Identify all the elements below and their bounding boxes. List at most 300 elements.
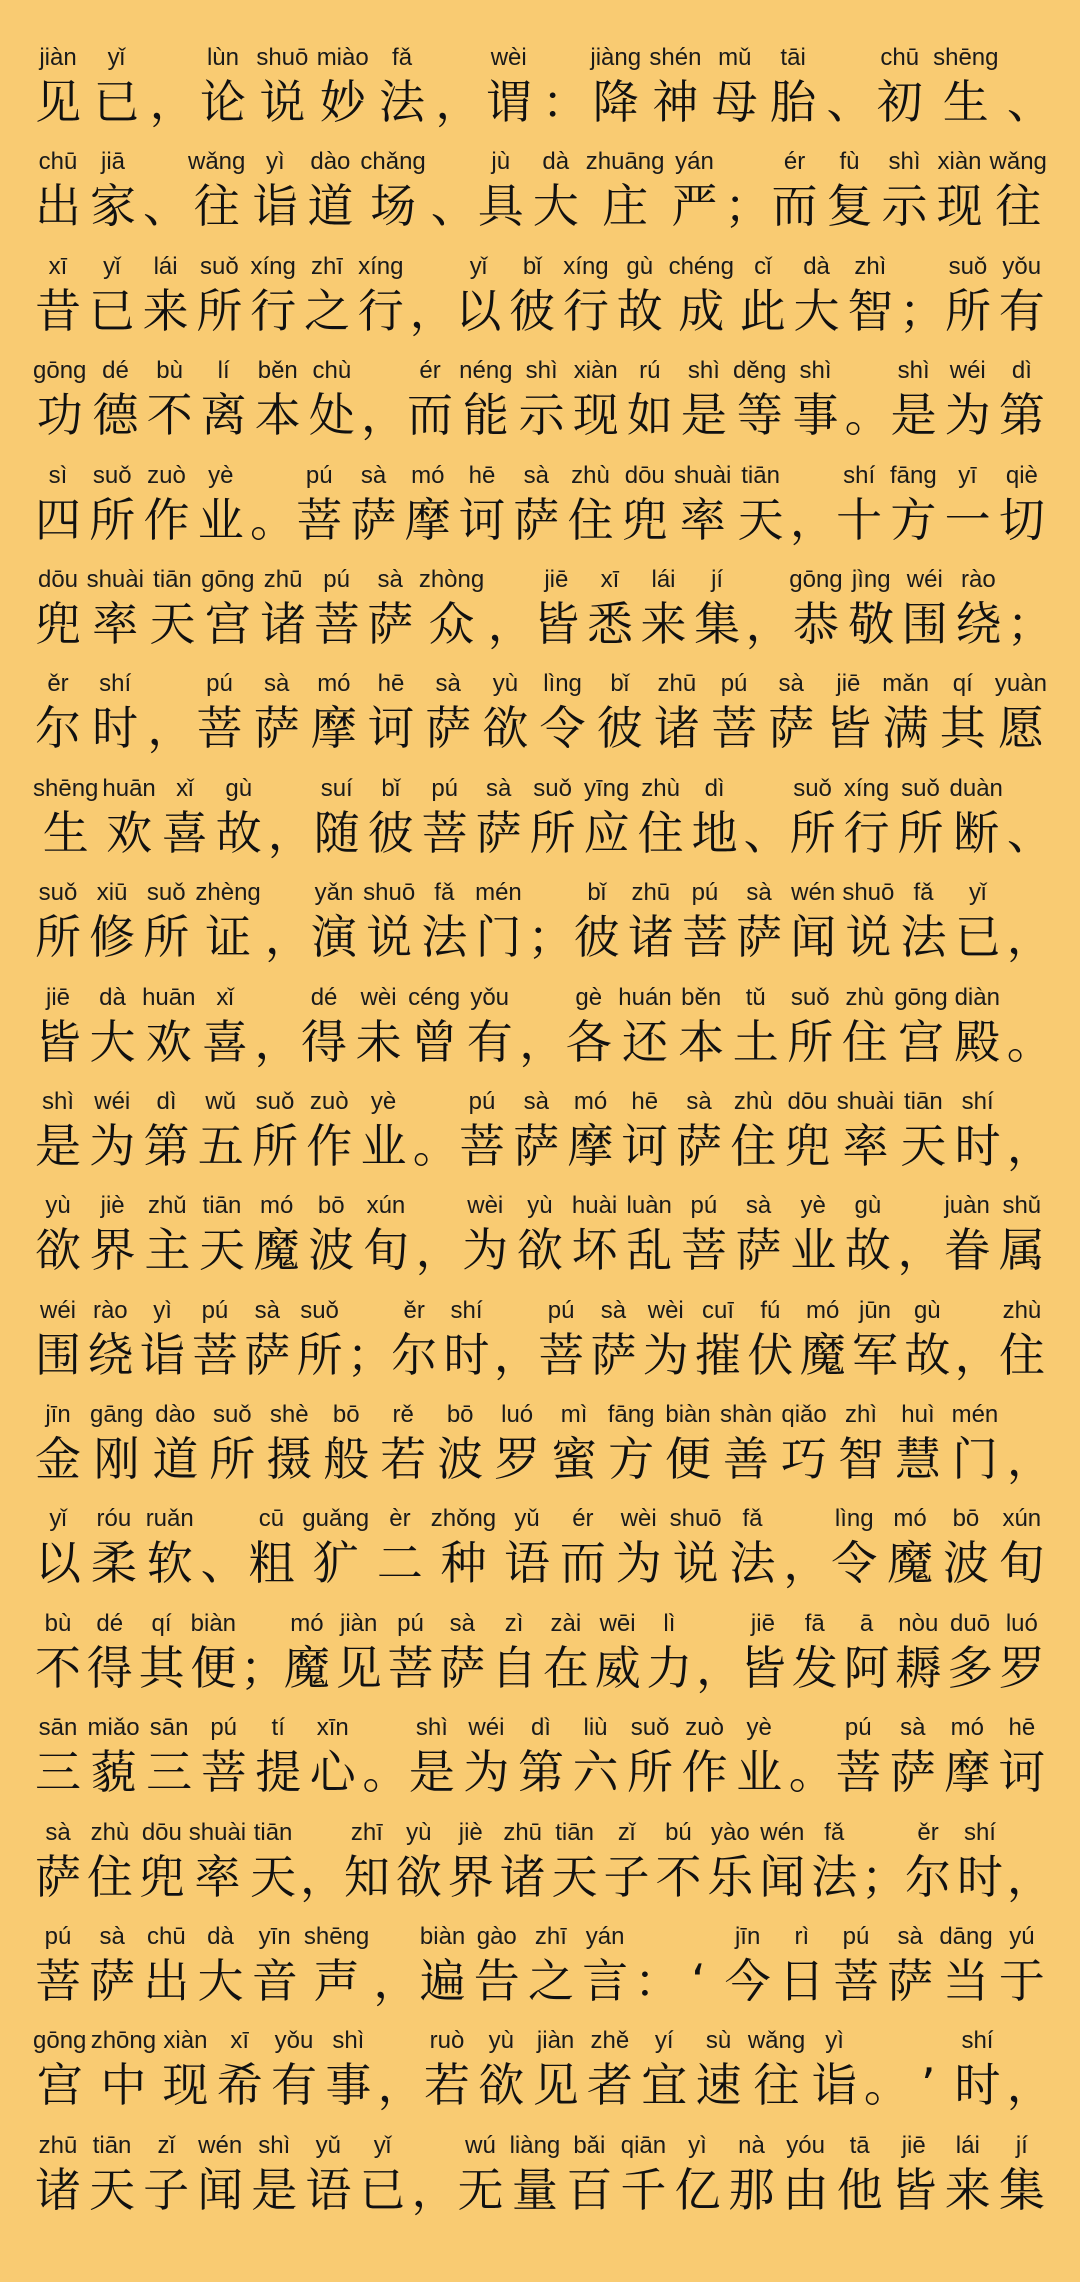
ruby-cell <box>526 1921 576 2009</box>
hanzi: 萨 <box>425 701 472 756</box>
ruby-cell <box>997 1503 1047 1591</box>
pinyin: yù <box>492 670 519 698</box>
ruby-cell <box>408 982 460 1070</box>
text-line <box>33 564 1053 668</box>
hanzi: 宫 <box>204 596 251 651</box>
hanzi: 率 <box>92 596 139 651</box>
pinyin: mó <box>573 1087 608 1115</box>
ruby-cell <box>299 982 349 1070</box>
ruby-cell <box>492 1399 542 1487</box>
ruby-cell <box>614 1503 664 1591</box>
ruby-cell <box>269 2025 319 2113</box>
hanzi: 眷 <box>944 1223 991 1278</box>
hanzi: 摄 <box>266 1432 313 1487</box>
hanzi: 菩 <box>196 701 243 756</box>
ruby-cell <box>33 1817 83 1905</box>
hanzi: 喜 <box>201 1014 248 1069</box>
hanzi: 行 <box>357 283 404 338</box>
hanzi: 已 <box>88 283 135 338</box>
ruby-cell <box>585 2025 635 2113</box>
ruby-cell <box>798 1295 848 1383</box>
hanzi: 谓 <box>485 75 532 129</box>
ruby-cell <box>312 773 362 861</box>
hanzi: 慧 <box>894 1432 941 1487</box>
pinyin: wèi <box>467 1192 504 1220</box>
hanzi: 集 <box>998 2162 1045 2217</box>
hanzi: 之 <box>303 283 350 338</box>
ruby-cell <box>723 1921 773 2009</box>
pinyin: suí <box>320 774 353 802</box>
ruby-cell <box>835 2130 885 2218</box>
hanzi: 业 <box>736 1745 783 1800</box>
pinyin: chǎng <box>360 148 426 176</box>
pinyin: xún <box>1002 1505 1042 1533</box>
pinyin: mén <box>475 879 522 907</box>
ruby-cell <box>586 146 665 234</box>
pinyin: xiàn <box>573 357 618 385</box>
pinyin: yí <box>654 2027 674 2055</box>
hanzi: 天 <box>551 1849 598 1904</box>
pinyin: zhòng <box>418 565 485 593</box>
hanzi: 般 <box>323 1432 370 1487</box>
ruby-cell <box>87 460 137 548</box>
ruby-cell <box>641 1295 691 1383</box>
hanzi: 于 <box>998 1954 1045 2009</box>
hanzi: 示 <box>881 179 928 234</box>
pinyin: zài <box>550 1609 582 1637</box>
hanzi: 应 <box>583 805 630 860</box>
hanzi: 大 <box>197 1954 244 2009</box>
pinyin: shuài <box>86 565 144 593</box>
ruby-cell <box>357 2130 407 2218</box>
hanzi: 、 <box>826 75 873 129</box>
ruby-cell <box>33 877 83 965</box>
pinyin: yán <box>675 148 714 176</box>
hanzi: 家 <box>90 179 136 234</box>
pinyin: dào <box>155 1401 196 1429</box>
ruby-cell <box>561 251 611 339</box>
pinyin: xíng <box>250 252 296 280</box>
pinyin: shí <box>843 461 876 489</box>
pinyin: chù <box>312 357 352 385</box>
ruby-cell <box>770 146 820 234</box>
punctuation-mark <box>412 1086 459 1174</box>
hanzi: 萨 <box>35 1849 81 1904</box>
pinyin: tiān <box>153 565 192 593</box>
hanzi: 宫 <box>36 2058 83 2113</box>
pinyin: miǎo <box>87 1714 140 1742</box>
hanzi: 天 <box>89 2162 136 2217</box>
hanzi: 闻 <box>197 2162 244 2217</box>
ruby-cell <box>676 982 726 1070</box>
hanzi: 时 <box>954 1118 1001 1173</box>
pinyin: sà <box>600 1296 627 1324</box>
pinyin: dōu <box>141 1818 182 1846</box>
punctuation-mark <box>487 564 534 652</box>
hanzi: 百 <box>566 2162 613 2217</box>
pinyin: dì <box>156 1087 177 1115</box>
hanzi: 初 <box>876 75 923 129</box>
ruby-cell <box>582 773 632 861</box>
pinyin: zǐ <box>157 2131 175 2159</box>
pinyin: shí <box>961 1087 994 1115</box>
punctuation-mark <box>346 1295 393 1383</box>
hanzi: 四 <box>35 492 81 547</box>
pinyin: pú <box>44 1923 72 1951</box>
pinyin: mén <box>951 1401 999 1429</box>
ruby-cell <box>195 877 260 965</box>
pinyin: shuài <box>674 461 732 489</box>
pinyin: luó <box>1005 1609 1038 1637</box>
ruby-cell <box>465 982 515 1070</box>
pinyin: huān <box>142 983 196 1011</box>
pinyin: yè <box>800 1192 826 1220</box>
pinyin: zhù <box>733 1087 773 1115</box>
pinyin: zǐ <box>617 1818 636 1846</box>
ruby-cell <box>663 1399 713 1487</box>
pinyin: rì <box>794 1923 810 1951</box>
ruby-cell <box>91 42 141 130</box>
pinyin: sù <box>705 2027 732 2055</box>
ruby-cell <box>196 1086 246 1174</box>
pinyin: dà <box>803 252 830 280</box>
pinyin: shì <box>687 357 720 385</box>
pinyin: yú <box>1009 1923 1035 1951</box>
pinyin: ér <box>419 357 441 385</box>
pinyin: zuò <box>685 1714 724 1742</box>
hanzi: 天 <box>737 492 784 547</box>
hanzi: ， <box>1006 2058 1053 2113</box>
ruby-cell <box>459 355 512 443</box>
punctuation-mark <box>149 42 196 130</box>
pinyin: bǎi <box>573 2131 606 2159</box>
pinyin: bō <box>446 1401 474 1429</box>
hanzi: 见 <box>335 1640 382 1695</box>
pinyin: zhì <box>854 252 887 280</box>
pinyin: shén <box>649 44 702 71</box>
pinyin: mó <box>259 1192 294 1220</box>
ruby-cell <box>419 564 484 652</box>
hanzi: 软 <box>146 1536 193 1591</box>
pinyin: xíng <box>843 774 890 802</box>
pinyin: yī <box>958 461 977 489</box>
punctuation-mark <box>519 982 566 1070</box>
pinyin: sà <box>99 1923 125 1951</box>
ruby-cell <box>728 1086 778 1174</box>
pinyin: cǐ <box>754 252 772 280</box>
hanzi: 三 <box>35 1745 81 1800</box>
pinyin: shuài <box>836 1087 895 1115</box>
hanzi: 亿 <box>674 2162 721 2217</box>
hanzi: 摩 <box>310 701 357 756</box>
hanzi: ， <box>519 1014 566 1069</box>
ruby-cell <box>810 2025 860 2113</box>
hanzi: 等 <box>736 388 783 443</box>
hanzi: 所 <box>196 283 243 338</box>
punctuation-mark <box>1006 773 1053 861</box>
pinyin: sà <box>435 670 461 698</box>
pinyin: fù <box>839 148 860 176</box>
ruby-cell <box>672 2130 722 2218</box>
pinyin: mó <box>411 461 445 489</box>
ruby-cell <box>626 877 676 965</box>
hanzi: 时 <box>954 2058 1001 2113</box>
text-line <box>33 146 1047 250</box>
hanzi: 作 <box>681 1745 728 1800</box>
hanzi: 随 <box>313 805 360 860</box>
ruby-cell <box>253 1712 303 1800</box>
hanzi: 尔 <box>905 1849 952 1904</box>
ruby-cell <box>309 668 359 756</box>
ruby-cell <box>997 251 1047 339</box>
pinyin: shì <box>799 357 832 385</box>
pinyin: yóu <box>786 2131 825 2159</box>
hanzi: 法 <box>379 75 426 129</box>
hanzi: 大 <box>532 179 579 234</box>
pinyin: xī <box>48 252 68 280</box>
pinyin: zhī <box>534 1923 567 1951</box>
hanzi: 诃 <box>368 701 415 756</box>
hanzi: ， <box>1006 1118 1053 1173</box>
hanzi: 萨 <box>89 1954 136 2009</box>
hanzi: 萨 <box>253 701 300 756</box>
hanzi: 现 <box>162 2058 209 2113</box>
hanzi: 心 <box>309 1745 356 1800</box>
pinyin: mó <box>290 1609 324 1637</box>
ruby-cell <box>846 564 896 652</box>
hanzi: 善 <box>723 1432 770 1487</box>
hanzi: 往 <box>193 179 240 234</box>
ruby-cell <box>809 1817 859 1905</box>
ruby-cell <box>840 982 890 1070</box>
ruby-cell <box>489 1608 539 1696</box>
hanzi: 摧 <box>695 1327 742 1382</box>
ruby-cell <box>885 1921 935 2009</box>
hanzi: 乱 <box>626 1223 673 1278</box>
punctuation-mark <box>897 1190 944 1278</box>
pinyin: shǔ <box>1002 1192 1042 1220</box>
ruby-cell <box>950 773 1003 861</box>
ruby-cell <box>639 564 689 652</box>
pinyin: pú <box>323 565 350 593</box>
punctuation-mark <box>1006 1817 1053 1905</box>
ruby-cell <box>90 1399 143 1487</box>
pinyin: shí <box>450 1296 483 1324</box>
ruby-cell <box>898 1086 948 1174</box>
hanzi: 住 <box>998 1327 1045 1382</box>
hanzi: 发 <box>791 1640 838 1695</box>
pinyin: lùn <box>206 44 239 71</box>
ruby-cell <box>90 355 140 443</box>
ruby-cell <box>942 1190 992 1278</box>
hanzi: 离 <box>200 388 247 443</box>
ruby-cell <box>418 1921 468 2009</box>
ruby-cell <box>188 146 245 234</box>
pinyin: mó <box>317 670 351 698</box>
hanzi: ； <box>240 1640 287 1695</box>
pinyin: qiè <box>1005 461 1038 489</box>
ruby-cell <box>33 460 83 548</box>
pinyin: bō <box>952 1505 980 1533</box>
text-line <box>33 1712 1047 1816</box>
hanzi: 萨 <box>590 1327 637 1382</box>
hanzi: 摩 <box>567 1118 614 1173</box>
hanzi: 军 <box>852 1327 898 1382</box>
hanzi: 修 <box>89 910 136 965</box>
hanzi: 来 <box>640 596 687 651</box>
ruby-cell <box>734 877 784 965</box>
hanzi: 此 <box>739 283 786 338</box>
punctuation-mark <box>299 1817 346 1905</box>
ruby-cell <box>321 1399 371 1487</box>
ruby-cell <box>843 1190 893 1278</box>
text-line <box>33 1295 1047 1399</box>
ruby-cell <box>189 1817 246 1905</box>
hanzi: 刚 <box>93 1432 140 1487</box>
pinyin: fǎ <box>742 1505 763 1533</box>
pinyin: shè <box>269 1401 309 1429</box>
hanzi: 诸 <box>260 596 307 651</box>
pinyin: bù <box>156 357 183 385</box>
hanzi: 已 <box>359 2162 406 2217</box>
pinyin: qiān <box>620 2131 667 2159</box>
hanzi: 威 <box>594 1640 641 1695</box>
pinyin: néng <box>459 357 513 385</box>
pinyin: tiān <box>741 461 780 489</box>
hanzi: 波 <box>437 1432 484 1487</box>
hanzi: 欲 <box>478 2058 525 2113</box>
pinyin: jiàn <box>39 44 77 71</box>
pinyin: ruò <box>429 2027 465 2055</box>
ruby-cell <box>670 146 720 234</box>
pinyin: gù <box>626 252 654 280</box>
hanzi: 已 <box>93 75 140 129</box>
ruby-cell <box>935 146 985 234</box>
hanzi: 菩 <box>387 1640 434 1695</box>
pinyin: běn <box>681 983 722 1011</box>
pinyin: mó <box>806 1296 840 1324</box>
hanzi: 提 <box>255 1745 302 1800</box>
ruby-cell <box>933 42 998 130</box>
ruby-cell <box>842 1608 892 1696</box>
ruby-cell <box>102 773 155 861</box>
hanzi: 金 <box>35 1432 81 1487</box>
hanzi: 故 <box>904 1327 951 1382</box>
pinyin: xǐ <box>216 983 234 1011</box>
ruby-cell <box>531 564 581 652</box>
hanzi: 、 <box>1006 75 1053 129</box>
hanzi: 主 <box>144 1223 191 1278</box>
pinyin: wǎng <box>747 2027 806 2055</box>
ruby-cell <box>480 668 530 756</box>
hanzi: 犷 <box>312 1536 359 1591</box>
pinyin: bǐ <box>381 774 401 802</box>
hanzi: 。 <box>844 388 891 443</box>
pinyin: pú <box>842 1923 870 1951</box>
ruby-cell <box>446 1817 496 1905</box>
hanzi: 闻 <box>759 1849 806 1904</box>
hanzi: 菩 <box>200 1745 247 1800</box>
ruby-cell <box>885 1503 935 1591</box>
ruby-cell <box>422 2025 472 2113</box>
pinyin: sà <box>523 461 549 489</box>
ruby-cell <box>137 1817 187 1905</box>
pinyin: wèi <box>360 983 397 1011</box>
punctuation-mark <box>908 2025 948 2113</box>
hanzi: 菩 <box>191 1327 238 1382</box>
hanzi: 示 <box>518 388 565 443</box>
pinyin: xīn <box>316 1714 349 1742</box>
ruby-cell <box>564 982 614 1070</box>
hanzi: 得 <box>86 1640 133 1695</box>
pinyin: sà <box>745 1192 772 1220</box>
hanzi: 其 <box>138 1640 185 1695</box>
pinyin: fǎ <box>913 879 934 907</box>
hanzi: 菩 <box>313 596 360 651</box>
ruby-cell <box>834 460 884 548</box>
pinyin: lìng <box>543 670 582 698</box>
hanzi: 若 <box>380 1432 427 1487</box>
ruby-cell <box>823 668 873 756</box>
punctuation-mark <box>789 460 836 548</box>
ruby-cell <box>302 251 352 339</box>
ruby-cell <box>457 1086 507 1174</box>
hanzi: 处 <box>308 388 355 443</box>
ruby-cell <box>850 1295 900 1383</box>
ruby-cell <box>307 355 357 443</box>
hanzi: 具 <box>477 179 524 234</box>
ruby-cell <box>90 668 140 756</box>
pinyin: wèi <box>620 1505 657 1533</box>
pinyin: hē <box>631 1087 659 1115</box>
ruby-cell <box>952 982 1002 1070</box>
hanzi: 恭 <box>792 596 839 651</box>
pinyin: jí <box>1015 2131 1028 2159</box>
ruby-cell <box>680 1712 730 1800</box>
hanzi: 兜 <box>35 596 81 651</box>
hanzi: 第 <box>517 1745 564 1800</box>
pinyin: gù <box>225 774 253 802</box>
hanzi: 告 <box>473 1954 520 2009</box>
ruby-cell <box>531 2025 581 2113</box>
pinyin: luàn <box>626 1192 672 1220</box>
hanzi: 妙 <box>319 75 366 129</box>
hanzi: 者 <box>586 2058 633 2113</box>
hanzi: 愿 <box>997 701 1044 756</box>
pinyin: zhù <box>1002 1296 1042 1324</box>
ruby-cell <box>141 2130 191 2218</box>
ruby-cell <box>997 1608 1047 1696</box>
pinyin: jiàn <box>340 1609 378 1637</box>
pinyin: pú <box>206 670 233 698</box>
pinyin: gào <box>476 1923 517 1951</box>
hanzi: ， <box>745 596 792 651</box>
hanzi: ， <box>897 1223 944 1278</box>
ruby-cell <box>87 2130 137 2218</box>
pinyin: bù <box>44 1609 72 1637</box>
pinyin: sà <box>45 1818 71 1846</box>
ruby-cell <box>842 773 892 861</box>
hanzi: 集 <box>694 596 741 651</box>
hanzi: 天 <box>198 1223 245 1278</box>
pinyin: xiàn <box>163 2027 208 2055</box>
pinyin: dōu <box>624 461 665 489</box>
ruby-cell <box>252 1190 302 1278</box>
ruby-cell <box>997 460 1047 548</box>
ruby-cell <box>349 460 399 548</box>
pinyin: sà <box>778 670 804 698</box>
ruby-cell <box>365 564 415 652</box>
